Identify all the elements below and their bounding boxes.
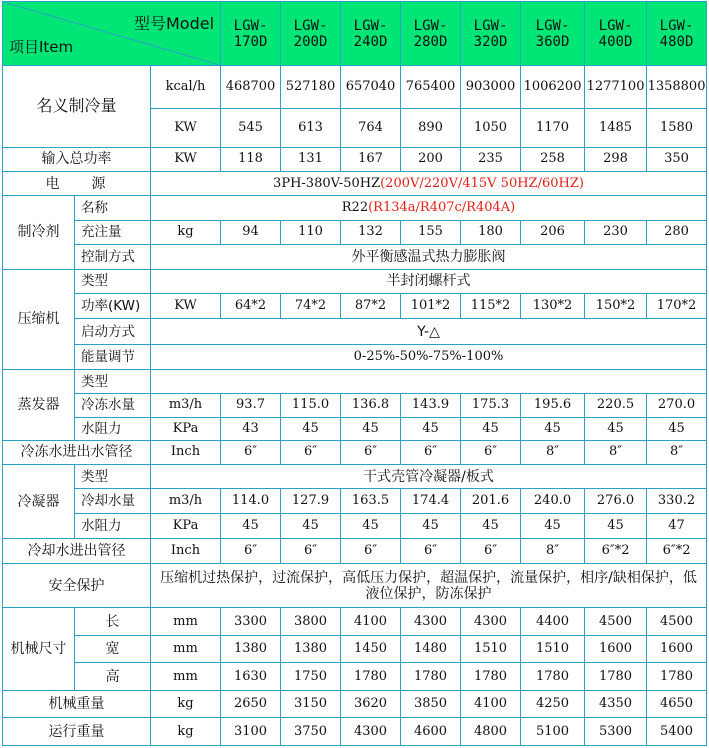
value-cell: 163.5 [341, 489, 401, 513]
value-cell: 468700 [221, 66, 281, 109]
compressor-power-label: 功率(KW) [75, 294, 151, 319]
value-cell: 1480 [401, 635, 461, 662]
unit-cell: mm [151, 635, 221, 662]
model-header: LGW- 400D [585, 2, 647, 66]
value-cell: 93.7 [221, 393, 281, 417]
value-cell: 45 [401, 513, 461, 538]
evaporator-label: 蒸发器 [3, 370, 75, 440]
value-cell: 170*2 [647, 294, 707, 319]
value-cell: 201.6 [461, 489, 521, 513]
model-header: LGW- 200D [281, 2, 341, 66]
refrigerant-label: 制冷剂 [3, 196, 75, 269]
value-cell: 8″ [521, 539, 585, 563]
model-header: LGW- 320D [461, 2, 521, 66]
header-corner [3, 2, 221, 66]
unit-cell: kg [151, 690, 221, 717]
compressor-label: 压缩机 [3, 269, 75, 370]
safety-label: 安全保护 [3, 563, 151, 608]
refrigerant-charge-row [3, 220, 707, 244]
value-cell: 115.0 [281, 393, 341, 417]
value-cell: 87*2 [341, 294, 401, 319]
value-cell: 4300 [341, 718, 401, 746]
refrigerant-control-row [3, 245, 707, 269]
compressor-capacity-label: 能量调节 [75, 344, 151, 369]
value-cell: 6″ [401, 440, 461, 464]
value-cell: 657040 [341, 66, 401, 109]
power-supply-row [3, 171, 707, 195]
value-cell: 3800 [281, 608, 341, 635]
safety-value: 压缩机过热保护，过流保护，高低压力保护，超温保护，流量保护，相序/缺相保护，低液位保护，防冻保护 [151, 563, 707, 608]
model-header: LGW- 240D [341, 2, 401, 66]
value-cell: 114.0 [221, 489, 281, 513]
cooling-pipe-row [3, 539, 707, 563]
unit-cell: m3/h [151, 393, 221, 417]
value-cell: 180 [461, 220, 521, 244]
compressor-start-value: Y-△ [151, 319, 707, 344]
chilled-pipe-label: 冷冻水进出水管径 [3, 440, 151, 464]
cooling-kcal-row [3, 66, 707, 109]
value-cell: 1600 [647, 635, 707, 662]
unit-cell: Inch [151, 440, 221, 464]
power-supply-label: 电源 [3, 171, 151, 195]
value-cell: 1380 [281, 635, 341, 662]
value-cell: 45 [461, 513, 521, 538]
value-cell: 1580 [647, 108, 707, 147]
value-cell: 136.8 [341, 393, 401, 417]
refrigerant-name-label: 名称 [75, 196, 151, 220]
value-cell: 4600 [401, 718, 461, 746]
value-cell: 47 [647, 513, 707, 538]
value-cell: 206 [521, 220, 585, 244]
unit-cell: KW [151, 294, 221, 319]
width-label: 宽 [75, 635, 151, 662]
value-cell: 330.2 [647, 489, 707, 513]
value-cell: 155 [401, 220, 461, 244]
value-cell: 230 [585, 220, 647, 244]
header-row [3, 2, 707, 66]
value-cell: 4650 [647, 690, 707, 717]
value-cell: 3300 [221, 608, 281, 635]
value-cell: 527180 [281, 66, 341, 109]
safety-row [3, 563, 707, 608]
value-cell: 4100 [461, 690, 521, 717]
unit-cell: m3/h [151, 489, 221, 513]
value-cell: 545 [221, 108, 281, 147]
value-cell: 6″ [281, 440, 341, 464]
evaporator-type-value [151, 370, 707, 393]
value-cell: 6″ [221, 440, 281, 464]
value-cell: 131 [281, 147, 341, 171]
value-cell: 6″ [221, 539, 281, 563]
spec-table [2, 1, 707, 746]
machine-weight-row [3, 690, 707, 717]
value-cell: 5400 [647, 718, 707, 746]
value-cell: 6″*2 [647, 539, 707, 563]
value-cell: 1510 [521, 635, 585, 662]
condenser-type-label: 类型 [75, 465, 151, 489]
model-header: LGW- 480D [647, 2, 707, 66]
model-label: 型号Model [133, 14, 215, 33]
operating-weight-label: 运行重量 [3, 718, 151, 746]
value-cell: 6″ [461, 539, 521, 563]
value-cell: 6″ [281, 539, 341, 563]
model-header: LGW- 170D [221, 2, 281, 66]
value-cell: 127.9 [281, 489, 341, 513]
condenser-water-row [3, 489, 707, 513]
value-cell: 1780 [521, 663, 585, 690]
evaporator-water-label: 冷冻水量 [75, 393, 151, 417]
model-header: LGW- 280D [401, 2, 461, 66]
compressor-type-label: 类型 [75, 269, 151, 293]
value-cell: 4250 [521, 690, 585, 717]
condenser-water-label: 冷却水量 [75, 489, 151, 513]
value-cell: 5300 [585, 718, 647, 746]
value-cell: 3150 [281, 690, 341, 717]
value-cell: 1277100 [585, 66, 647, 109]
dimension-width-row [3, 635, 707, 662]
compressor-type-row [3, 269, 707, 293]
value-cell: 1006200 [521, 66, 585, 109]
value-cell: 5100 [521, 718, 585, 746]
value-cell: 1750 [281, 663, 341, 690]
value-cell: 43 [221, 418, 281, 440]
compressor-capacity-value: 0-25%-50%-75%-100% [151, 344, 707, 369]
value-cell: 130*2 [521, 294, 585, 319]
evaporator-resistance-label: 水阻力 [75, 418, 151, 440]
value-cell: 4300 [401, 608, 461, 635]
refrigerant-name-row [3, 196, 707, 220]
evaporator-water-row [3, 393, 707, 417]
condenser-label: 冷凝器 [3, 465, 75, 539]
value-cell: 45 [341, 418, 401, 440]
unit-cell: KW [151, 147, 221, 171]
value-cell: 1780 [647, 663, 707, 690]
value-cell: 8″ [521, 440, 585, 464]
operating-weight-row [3, 718, 707, 746]
value-cell: 3750 [281, 718, 341, 746]
value-cell: 132 [341, 220, 401, 244]
value-cell: 258 [521, 147, 585, 171]
cooling-pipe-label: 冷却水进出管径 [3, 539, 151, 563]
value-cell: 6″ [341, 539, 401, 563]
value-cell: 8″ [585, 440, 647, 464]
compressor-power-row [3, 294, 707, 319]
input-power-row [3, 147, 707, 171]
compressor-type-value: 半封闭螺杆式 [151, 269, 707, 293]
value-cell: 200 [401, 147, 461, 171]
condenser-resistance-label: 水阻力 [75, 513, 151, 538]
dimension-height-row [3, 663, 707, 690]
value-cell: 4100 [341, 608, 401, 635]
value-cell: 195.6 [521, 393, 585, 417]
value-cell: 64*2 [221, 294, 281, 319]
value-cell: 6″ [401, 539, 461, 563]
value-cell: 174.4 [401, 489, 461, 513]
value-cell: 143.9 [401, 393, 461, 417]
value-cell: 45 [461, 418, 521, 440]
value-cell: 765400 [401, 66, 461, 109]
value-cell: 298 [585, 147, 647, 171]
value-cell: 45 [647, 418, 707, 440]
value-cell: 118 [221, 147, 281, 171]
value-cell: 280 [647, 220, 707, 244]
value-cell: 45 [401, 418, 461, 440]
value-cell: 270.0 [647, 393, 707, 417]
value-cell: 240.0 [521, 489, 585, 513]
condenser-type-value: 干式壳管冷凝器/板式 [151, 465, 707, 489]
length-label: 长 [75, 608, 151, 635]
model-header: LGW- 360D [521, 2, 585, 66]
power-supply-value: 3PH-380V-50HZ(200V/220V/415V 50HZ/60HZ) [151, 171, 707, 195]
value-cell: 1630 [221, 663, 281, 690]
value-cell: 45 [341, 513, 401, 538]
value-cell: 1485 [585, 108, 647, 147]
input-power-label: 输入总功率 [3, 147, 151, 171]
unit-cell: Inch [151, 539, 221, 563]
value-cell: 4300 [461, 608, 521, 635]
unit-cell: mm [151, 608, 221, 635]
refrigerant-name-value: R22(R134a/R407c/R404A) [151, 196, 707, 220]
value-cell: 4350 [585, 690, 647, 717]
value-cell: 101*2 [401, 294, 461, 319]
value-cell: 45 [585, 418, 647, 440]
value-cell: 1780 [341, 663, 401, 690]
value-cell: 4400 [521, 608, 585, 635]
height-label: 高 [75, 663, 151, 690]
machine-weight-label: 机械重量 [3, 690, 151, 717]
value-cell: 115*2 [461, 294, 521, 319]
value-cell: 1780 [461, 663, 521, 690]
dimensions-label: 机械尺寸 [3, 608, 75, 690]
value-cell: 94 [221, 220, 281, 244]
condenser-type-row [3, 465, 707, 489]
value-cell: 45 [585, 513, 647, 538]
value-cell: 1050 [461, 108, 521, 147]
value-cell: 3850 [401, 690, 461, 717]
refrigerant-control-value: 外平衡感温式热力膨胀阀 [151, 245, 707, 269]
condenser-resistance-row [3, 513, 707, 538]
evaporator-type-label: 类型 [75, 370, 151, 393]
dimension-length-row [3, 608, 707, 635]
unit-cell: kcal/h [151, 66, 221, 109]
value-cell: 764 [341, 108, 401, 147]
value-cell: 45 [281, 513, 341, 538]
value-cell: 276.0 [585, 489, 647, 513]
value-cell: 1450 [341, 635, 401, 662]
compressor-start-row [3, 319, 707, 344]
value-cell: 1380 [221, 635, 281, 662]
value-cell: 2650 [221, 690, 281, 717]
item-label: 项目Item [9, 38, 74, 57]
unit-cell: KPa [151, 418, 221, 440]
compressor-capacity-row [3, 344, 707, 369]
compressor-start-label: 启动方式 [75, 319, 151, 344]
refrigerant-charge-label: 充注量 [75, 220, 151, 244]
value-cell: 6″ [461, 440, 521, 464]
value-cell: 150*2 [585, 294, 647, 319]
value-cell: 1780 [585, 663, 647, 690]
value-cell: 613 [281, 108, 341, 147]
chilled-pipe-row [3, 440, 707, 464]
value-cell: 45 [521, 513, 585, 538]
value-cell: 1510 [461, 635, 521, 662]
value-cell: 903000 [461, 66, 521, 109]
unit-cell: KPa [151, 513, 221, 538]
value-cell: 45 [281, 418, 341, 440]
value-cell: 167 [341, 147, 401, 171]
unit-cell: kg [151, 220, 221, 244]
value-cell: 1170 [521, 108, 585, 147]
value-cell: 1358800 [647, 66, 707, 109]
value-cell: 4800 [461, 718, 521, 746]
value-cell: 8″ [647, 440, 707, 464]
value-cell: 6″*2 [585, 539, 647, 563]
evaporator-resistance-row [3, 418, 707, 440]
value-cell: 1780 [401, 663, 461, 690]
cooling-label: 名义制冷量 [3, 66, 151, 147]
value-cell: 4500 [647, 608, 707, 635]
value-cell: 4500 [585, 608, 647, 635]
value-cell: 6″ [341, 440, 401, 464]
value-cell: 220.5 [585, 393, 647, 417]
value-cell: 45 [521, 418, 585, 440]
value-cell: 890 [401, 108, 461, 147]
unit-cell: mm [151, 663, 221, 690]
refrigerant-control-label: 控制方式 [75, 245, 151, 269]
value-cell: 235 [461, 147, 521, 171]
value-cell: 1600 [585, 635, 647, 662]
value-cell: 3620 [341, 690, 401, 717]
unit-cell: KW [151, 108, 221, 147]
unit-cell: kg [151, 718, 221, 746]
value-cell: 350 [647, 147, 707, 171]
evaporator-type-row [3, 370, 707, 393]
value-cell: 3100 [221, 718, 281, 746]
value-cell: 175.3 [461, 393, 521, 417]
value-cell: 110 [281, 220, 341, 244]
value-cell: 45 [221, 513, 281, 538]
value-cell: 74*2 [281, 294, 341, 319]
